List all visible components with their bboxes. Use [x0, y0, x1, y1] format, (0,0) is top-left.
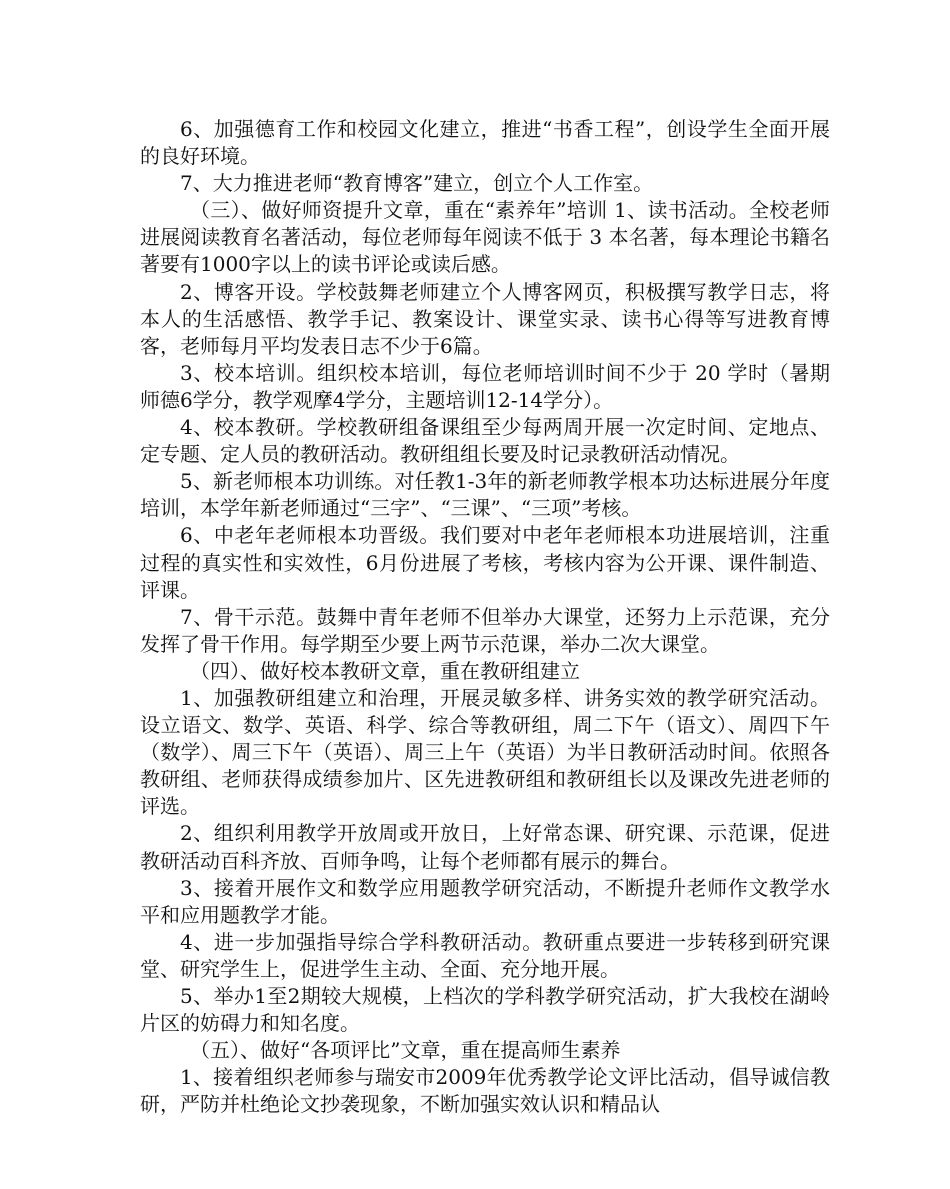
paragraph: 6、加强德育工作和校园文化建立，推进“书香工程”，创设学生全面开展的良好环境。: [140, 117, 830, 169]
paragraph: 3、校本培训。组织校本培训，每位老师培训时间不少于 20 学时（暑期师德6学分，教学观摩4学分，主题培训12-14学分）。: [140, 360, 830, 412]
paragraph: 1、加强教研组建立和治理，开展灵敏多样、讲务实效的教学研究活动。设立语文、数学、英语、科学、综合等教研组，周二下午（语文）、周四下午（数学）、周三下午（英语）、周三上午（英语）为半日教研活动时间。依照各教研组、老师获得成绩参加片、区先进教研组和教研组长以及课改先进老师的评选。: [140, 685, 830, 819]
paragraph: 5、新老师根本功训练。对任教1-3年的新老师教学根本功达标进展分年度培训，本学年新老师通过“三字”、“三课”、“三项”考核。: [140, 469, 830, 521]
paragraph: 6、中老年老师根本功晋级。我们要对中老年老师根本功进展培训，注重过程的真实性和实效性，6月份进展了考核，考核内容为公开课、课件制造、评课。: [140, 523, 830, 602]
paragraph: 7、大力推进老师“教育博客”建立，创立个人工作室。: [180, 171, 654, 196]
paragraph: 1、接着组织老师参与瑞安市2009年优秀教学论文评比活动，倡导诚信教研，严防并杜绝论文抄袭现象，不断加强实效认识和精品认: [140, 1065, 830, 1117]
paragraph: 4、进一步加强指导综合学科教研活动。教研重点要进一步转移到研究课堂、研究学生上，促进学生主动、全面、充分地开展。: [140, 929, 830, 981]
paragraph: 4、校本教研。学校教研组备课组至少每两周开展一次定时间、定地点、定专题、定人员的教研活动。教研组组长要及时记录教研活动情况。: [140, 415, 830, 467]
paragraph: 3、接着开展作文和数学应用题教学研究活动，不断提升老师作文教学水平和应用题教学才能。: [140, 875, 830, 927]
paragraph: 7、骨干示范。鼓舞中青年老师不但举办大课堂，还努力上示范课，充分发挥了骨干作用。每学期至少要上两节示范课，举办二次大课堂。: [140, 604, 830, 656]
paragraph: 5、举办1至2期较大规模，上档次的学科教学研究活动，扩大我校在湖岭片区的妨碍力和知名度。: [140, 984, 830, 1036]
section-heading-paragraph: （三）、做好师资提升文章，重在“素养年”培训 1、读书活动。全校老师进展阅读教育名著活动，每位老师每年阅读不低于 3 本名著，每本理论书籍名著要有1000字以上的读书评论或读后感。: [140, 198, 830, 277]
paragraph: 2、组织利用教学开放周或开放日，上好常态课、研究课、示范课，促进教研活动百科齐放、百师争鸣，让每个老师都有展示的舞台。: [140, 821, 830, 873]
section-heading: （五）、做好“各项评比”文章，重在提高师生素养: [190, 1038, 621, 1063]
section-heading: （四）、做好校本教研文章，重在教研组建立: [190, 658, 580, 683]
document-page: [140, 116, 830, 1118]
paragraph: 2、博客开设。学校鼓舞老师建立个人博客网页，积极撰写教学日志，将本人的生活感悟、教学手记、教案设计、课堂实录、读书心得等写进教育博客，老师每月平均发表日志不少于6篇。: [140, 279, 830, 358]
